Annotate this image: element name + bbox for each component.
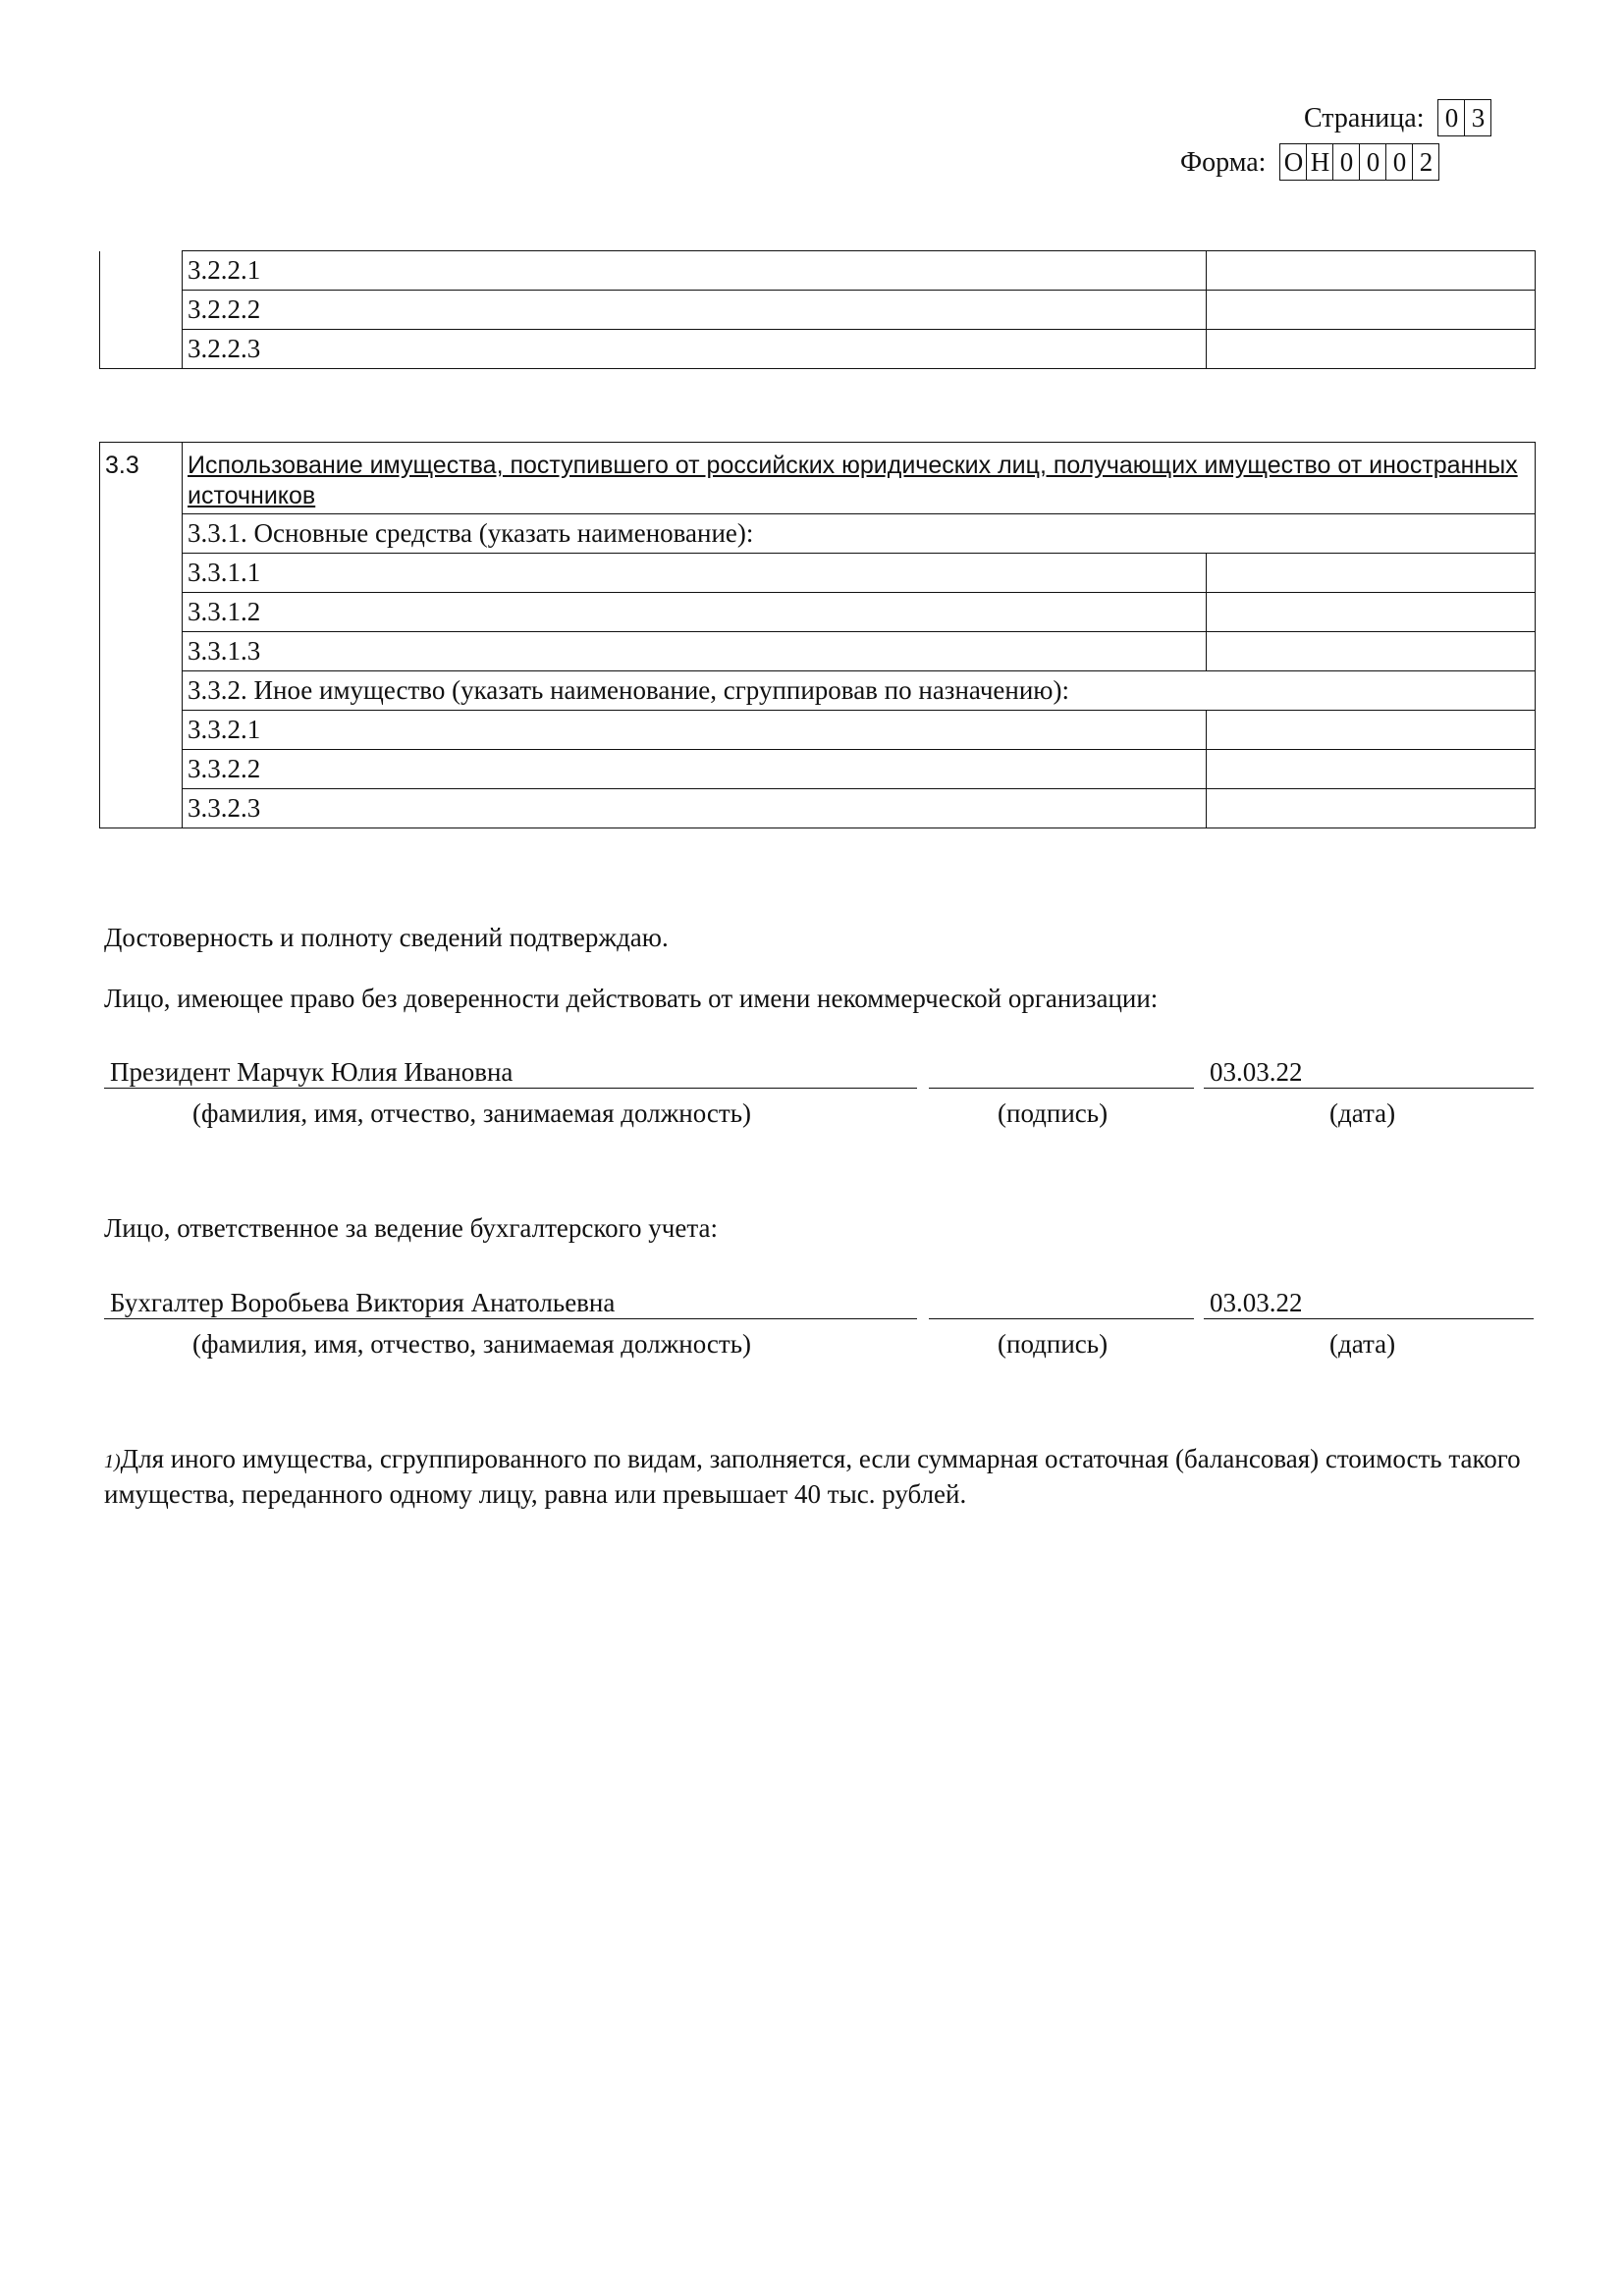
page-cell: 0 [1438, 99, 1465, 136]
table-row [100, 443, 1536, 514]
value-cell[interactable] [1207, 291, 1536, 330]
form-cell: Н [1307, 143, 1333, 181]
table-row [100, 789, 1536, 828]
page-cell: 3 [1465, 99, 1491, 136]
row-label: 3.3.1.1 [183, 554, 1207, 593]
group-heading: 3.3.1. Основные средства (указать наименование): [183, 514, 1536, 554]
section-number-cell [100, 251, 183, 369]
signatory1-date-caption: (дата) [1329, 1098, 1396, 1128]
table-row [100, 554, 1536, 593]
signatory1-date-field[interactable]: 03.03.22 [1204, 1055, 1534, 1089]
signatory2-date-field[interactable]: 03.03.22 [1204, 1286, 1534, 1319]
row-label: 3.3.1.3 [183, 632, 1207, 671]
table-row [100, 593, 1536, 632]
signatory1-signature-caption: (подпись) [998, 1098, 1109, 1128]
signatory2-intro: Лицо, ответственное за ведение бухгалтерского учета: [104, 1213, 718, 1243]
page-number-field [1304, 99, 1491, 136]
form-label: Форма: [1180, 147, 1267, 178]
row-label: 3.2.2.2 [183, 291, 1207, 330]
table-row [100, 514, 1536, 554]
table-row [100, 632, 1536, 671]
table-row [100, 251, 1536, 291]
value-cell[interactable] [1207, 593, 1536, 632]
signatory1-name-caption: (фамилия, имя, отчество, занимаемая должность) [192, 1098, 752, 1128]
signatory1-intro: Лицо, имеющее право без доверенности действовать от имени некоммерческой организации: [104, 984, 1159, 1013]
row-label: 3.2.2.1 [183, 251, 1207, 291]
value-cell[interactable] [1207, 330, 1536, 369]
value-cell[interactable] [1207, 711, 1536, 750]
continuation-table [99, 250, 1536, 369]
row-label: 3.3.2.3 [183, 789, 1207, 828]
form-code-field [1180, 143, 1439, 181]
row-label: 3.2.2.3 [183, 330, 1207, 369]
footnote-text: Для иного имущества, сгруппированного по видам, заполняется, если суммарная остаточная (балансовая) стоимость такого имущества, переданного одному лицу, равна или превышает 40 тыс. рублей. [104, 1444, 1521, 1509]
form-code-cells [1279, 143, 1439, 181]
value-cell[interactable] [1207, 750, 1536, 789]
footnote-mark: 1) [104, 1451, 121, 1472]
row-label: 3.3.2.2 [183, 750, 1207, 789]
signatory1-signature-field[interactable] [929, 1055, 1194, 1089]
table-row [100, 291, 1536, 330]
value-cell[interactable] [1207, 632, 1536, 671]
table-row [100, 750, 1536, 789]
section-number: 3.3 [100, 443, 183, 828]
section-3-3-table [99, 442, 1536, 828]
section-title: Использование имущества, поступившего от российских юридических лиц, получающих имущество от иностранных источников [183, 443, 1536, 514]
signatory2-name-caption: (фамилия, имя, отчество, занимаемая должность) [192, 1329, 752, 1359]
form-cell: 0 [1360, 143, 1386, 181]
group-heading: 3.3.2. Иное имущество (указать наименование, сгруппировав по назначению): [183, 671, 1536, 711]
form-cell: 0 [1333, 143, 1360, 181]
row-label: 3.3.1.2 [183, 593, 1207, 632]
page-number-cells [1437, 99, 1491, 136]
signatory1-name-field[interactable]: Президент Марчук Юлия Ивановна [104, 1055, 917, 1089]
page-label: Страница: [1304, 103, 1425, 133]
form-cell: О [1280, 143, 1307, 181]
signatory2-signature-field[interactable] [929, 1286, 1194, 1319]
signatory2-name-field[interactable]: Бухгалтер Воробьева Виктория Анатольевна [104, 1286, 917, 1319]
value-cell[interactable] [1207, 251, 1536, 291]
row-label: 3.3.2.1 [183, 711, 1207, 750]
confirmation-text: Достоверность и полноту сведений подтверждаю. [104, 923, 669, 952]
value-cell[interactable] [1207, 789, 1536, 828]
signatory2-date-caption: (дата) [1329, 1329, 1396, 1359]
footnote [104, 1443, 1577, 1511]
table-row [100, 330, 1536, 369]
signatory2-signature-caption: (подпись) [998, 1329, 1109, 1359]
table-row [100, 711, 1536, 750]
value-cell[interactable] [1207, 554, 1536, 593]
table-row [100, 671, 1536, 711]
form-cell: 0 [1386, 143, 1413, 181]
form-cell: 2 [1413, 143, 1439, 181]
